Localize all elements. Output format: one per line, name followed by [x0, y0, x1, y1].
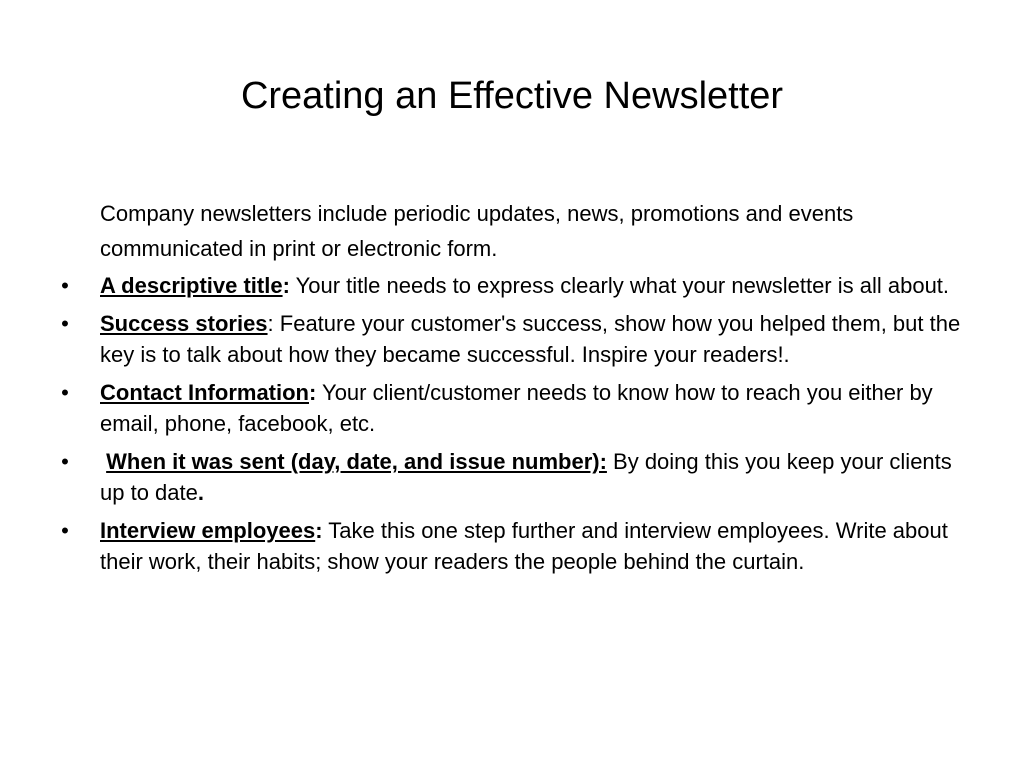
- bullet-icon: •: [61, 380, 69, 405]
- bullet-lead: Interview employees: [100, 518, 316, 543]
- bullet-item-contact-information: [58, 377, 978, 439]
- bullet-item-descriptive-title: [58, 270, 978, 301]
- slide-title: Creating an Effective Newsletter: [240, 75, 784, 117]
- bullet-item-when-sent: [58, 446, 978, 508]
- bullet-text: Your client/customer needs to know how to reach you either by email, phone, facebook, etc.: [100, 380, 933, 436]
- bullet-text: : Feature your customer's success, show how you helped them, but the key is to talk about how they became successful. Inspire your readers!.: [100, 311, 961, 367]
- bullet-separator: :: [315, 518, 323, 543]
- bullet-icon: •: [61, 273, 69, 298]
- bullet-tail: .: [197, 480, 204, 505]
- intro-paragraph: Company newsletters include periodic updates, news, promotions and events communicated in print or electronic form.: [100, 201, 854, 261]
- bullet-text: Your title needs to express clearly what your newsletter is all about.: [289, 273, 950, 298]
- bullet-lead: A descriptive title: [100, 273, 283, 298]
- slide-body: [58, 196, 978, 584]
- bullet-text: By doing this you keep your clients up to date: [100, 449, 952, 505]
- bullet-text: Take this one step further and interview employees. Write about their work, their habits; show your readers the people behind the curtain.: [100, 518, 948, 574]
- bullet-icon: •: [61, 449, 69, 474]
- bullet-separator: :: [309, 380, 317, 405]
- bullet-item-success-stories: [58, 308, 978, 370]
- bullet-lead: Success stories: [100, 311, 268, 336]
- bullet-lead: Contact Information: [100, 380, 309, 405]
- bullet-list: [58, 270, 978, 577]
- bullet-separator: :: [282, 273, 290, 298]
- bullet-icon: •: [61, 311, 69, 336]
- bullet-icon: •: [61, 518, 69, 543]
- bullet-lead: When it was sent (day, date, and issue number):: [106, 449, 607, 474]
- bullet-item-interview-employees: [58, 515, 978, 577]
